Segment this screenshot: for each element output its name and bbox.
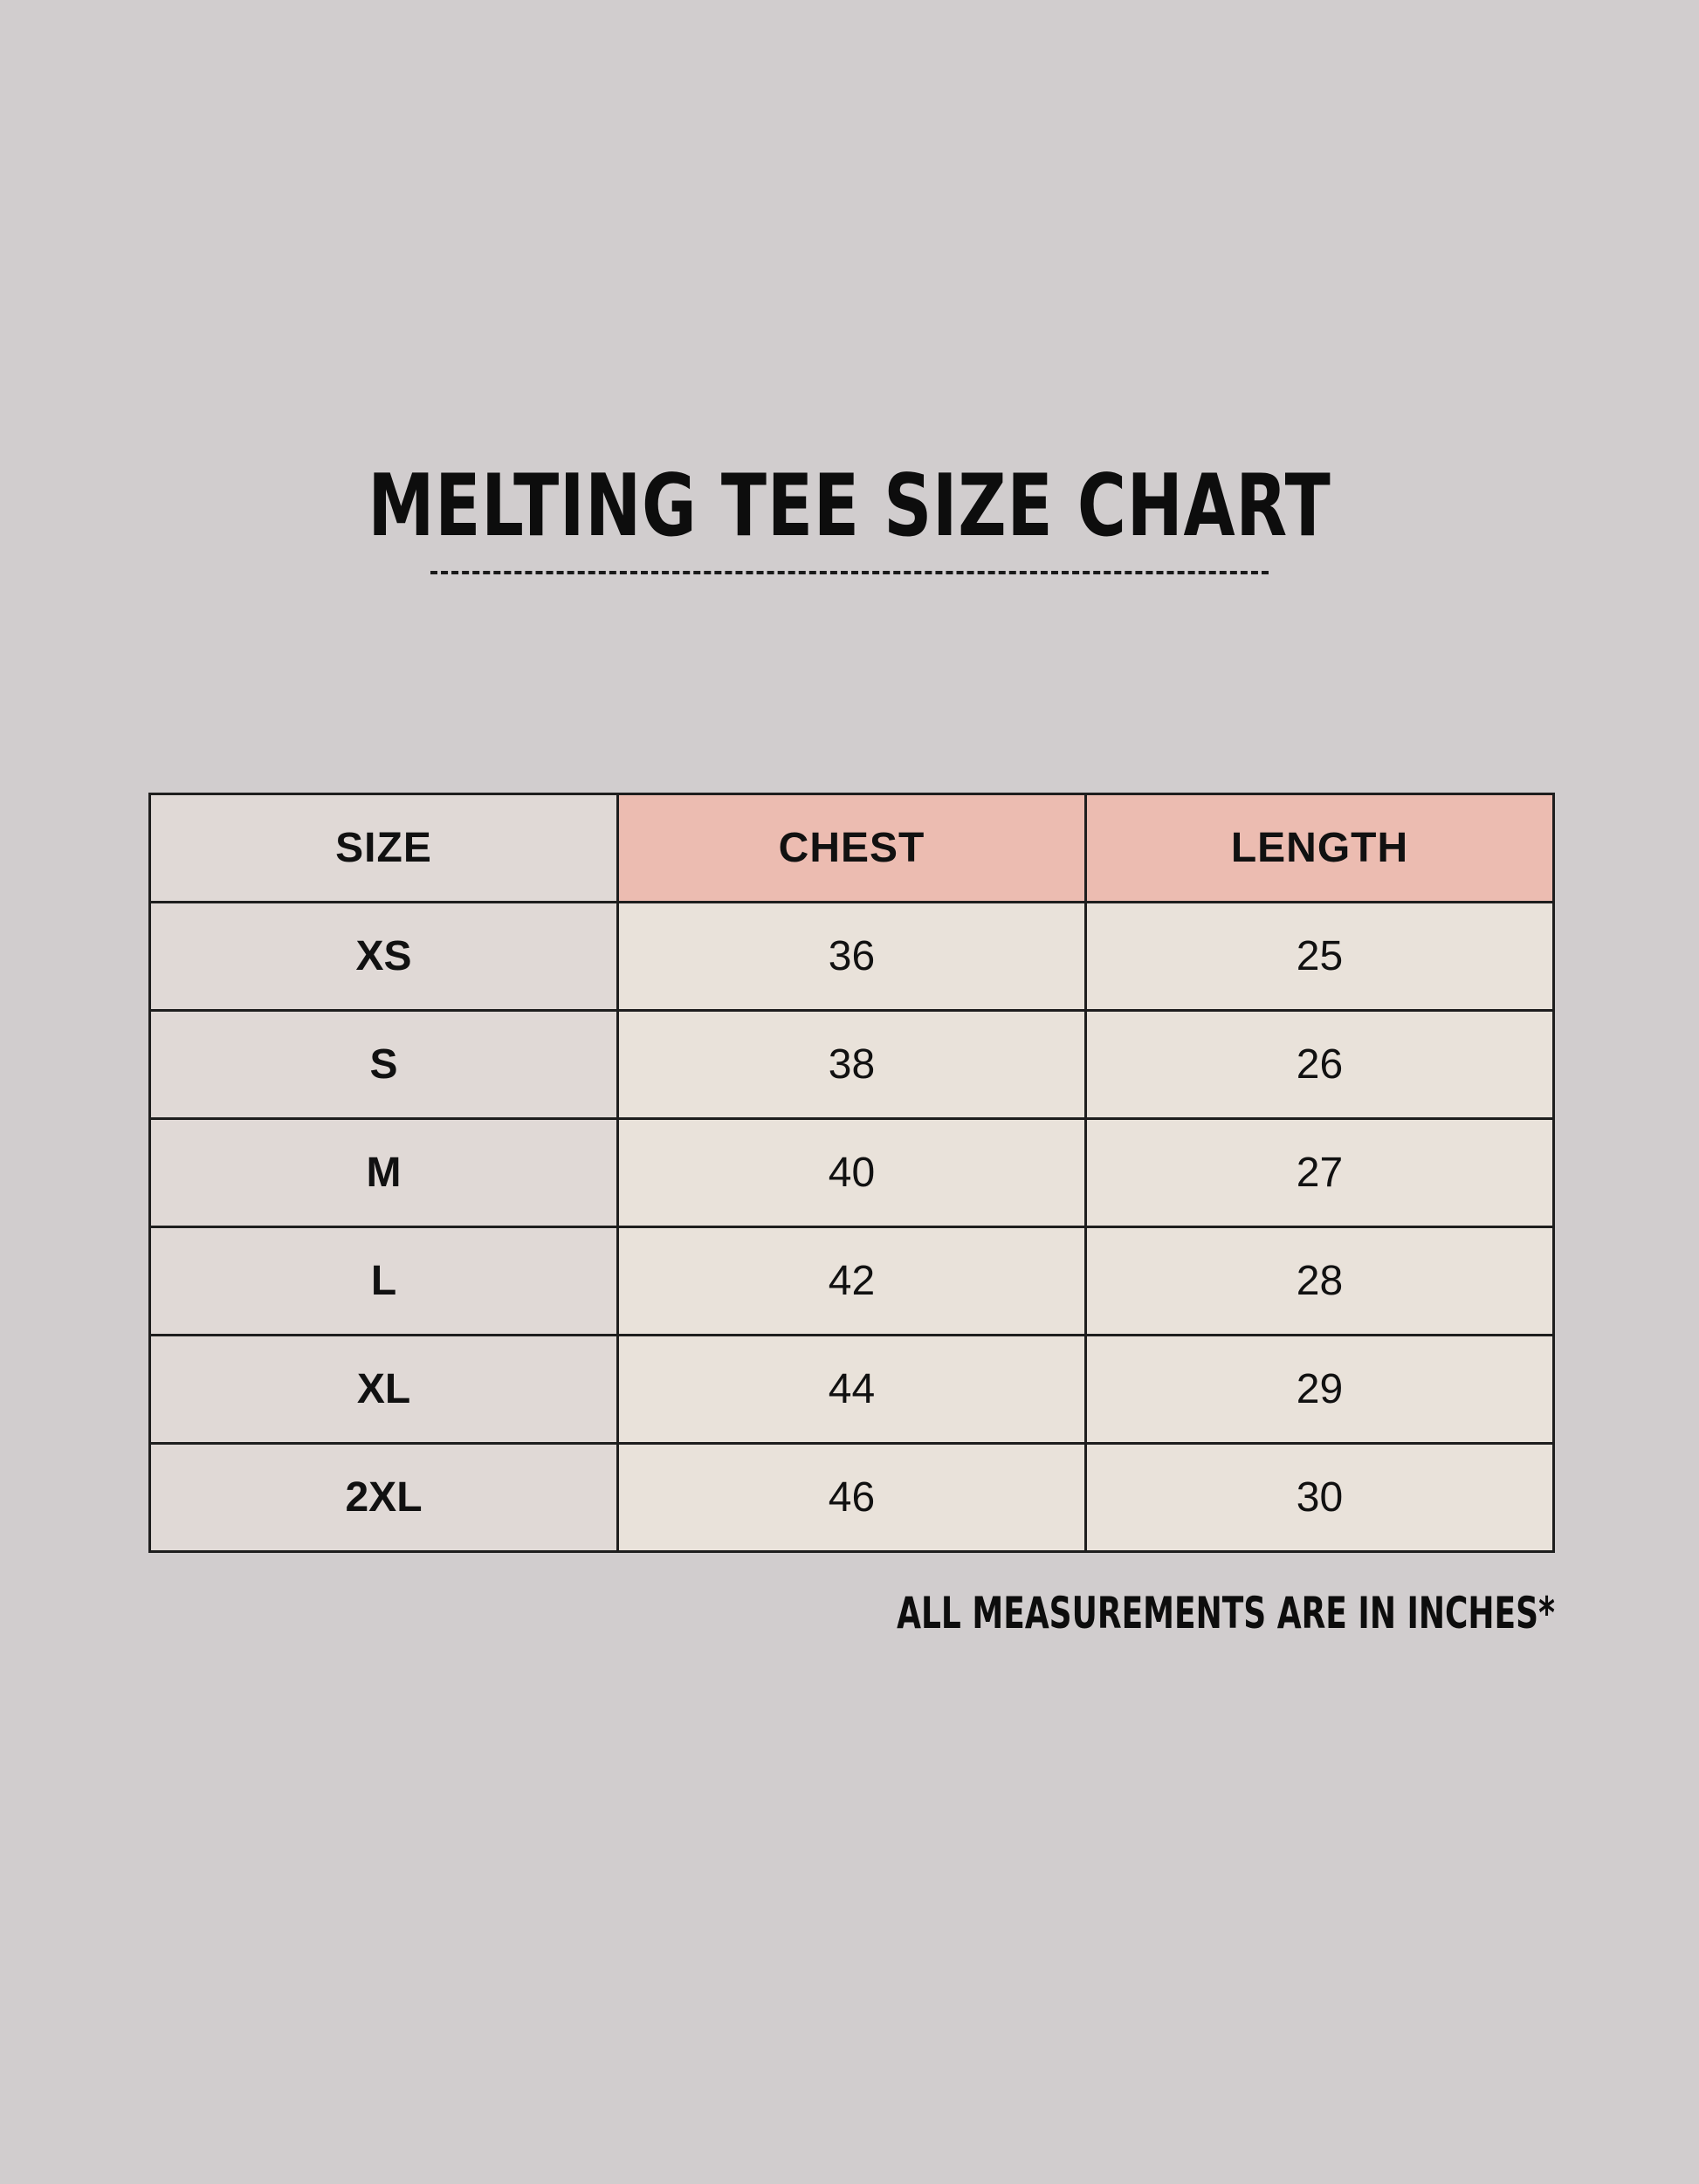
- length-cell: 28: [1086, 1227, 1554, 1336]
- size-cell: M: [150, 1119, 618, 1227]
- size-cell: 2XL: [150, 1444, 618, 1552]
- table-row: [150, 1011, 1554, 1119]
- chest-cell: 38: [618, 1011, 1086, 1119]
- page-title: MELTING TEE SIZE CHART: [368, 457, 1331, 556]
- table-row: [150, 1227, 1554, 1336]
- table-row: [150, 1336, 1554, 1444]
- chest-cell: 36: [618, 903, 1086, 1011]
- table-header-row: [150, 794, 1554, 903]
- measurement-footnote: ALL MEASUREMENTS ARE IN INCHES*: [897, 1588, 1555, 1638]
- length-cell: 25: [1086, 903, 1554, 1011]
- chest-cell: 42: [618, 1227, 1086, 1336]
- length-cell: 30: [1086, 1444, 1554, 1552]
- header-chest: CHEST: [618, 794, 1086, 903]
- size-cell: L: [150, 1227, 618, 1336]
- table-row: [150, 1119, 1554, 1227]
- header-length: LENGTH: [1086, 794, 1554, 903]
- title-dashed-underline: [430, 571, 1269, 574]
- size-cell: XS: [150, 903, 618, 1011]
- length-cell: 26: [1086, 1011, 1554, 1119]
- chest-cell: 44: [618, 1336, 1086, 1444]
- table-row: [150, 903, 1554, 1011]
- chest-cell: 40: [618, 1119, 1086, 1227]
- length-cell: 27: [1086, 1119, 1554, 1227]
- size-cell: XL: [150, 1336, 618, 1444]
- header-size: SIZE: [150, 794, 618, 903]
- length-cell: 29: [1086, 1336, 1554, 1444]
- size-chart-table: [148, 793, 1555, 1553]
- size-cell: S: [150, 1011, 618, 1119]
- chest-cell: 46: [618, 1444, 1086, 1552]
- table-row: [150, 1444, 1554, 1552]
